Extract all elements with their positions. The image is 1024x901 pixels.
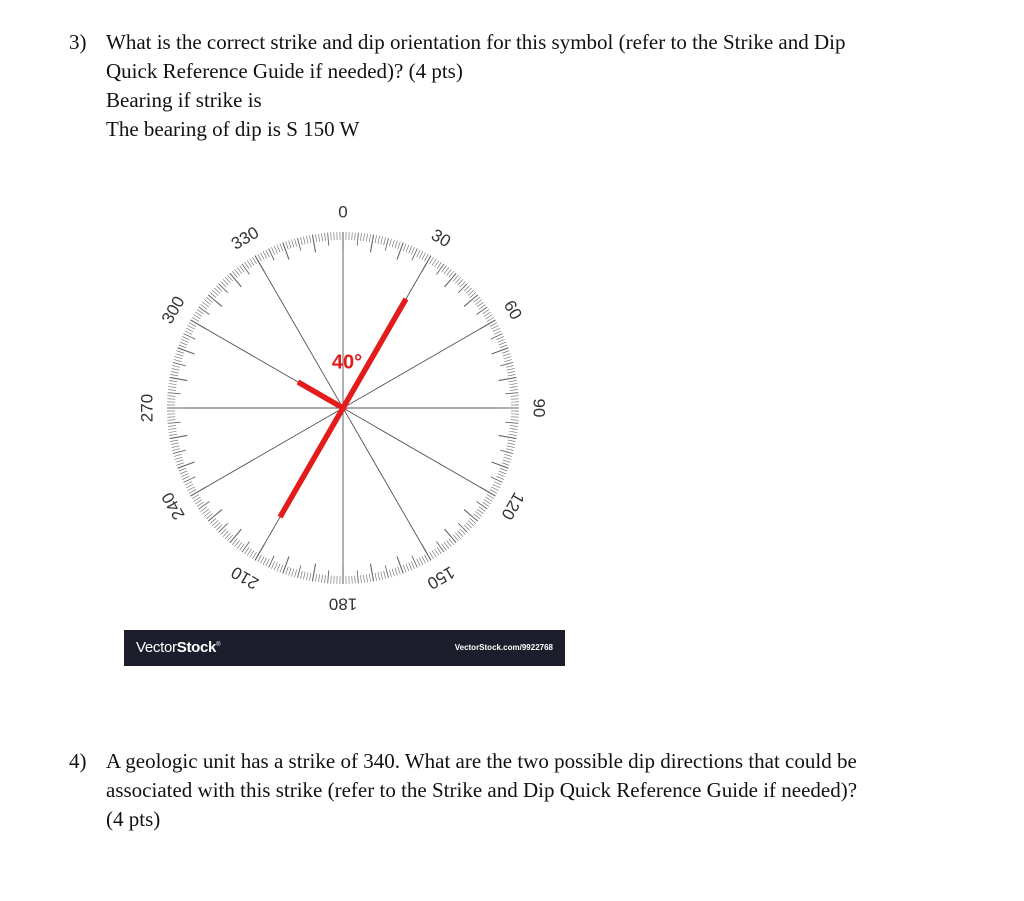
compass-tick <box>297 565 300 578</box>
compass-tick <box>504 457 512 459</box>
question-line: (4 pts) <box>106 807 161 831</box>
compass-tick <box>411 561 414 568</box>
compass-tick <box>271 247 274 254</box>
compass-tick <box>289 241 291 249</box>
compass-tick <box>180 471 187 474</box>
compass-tick <box>369 574 370 582</box>
compass-tick <box>511 420 519 421</box>
compass-tick <box>506 449 514 451</box>
compass-tick <box>375 573 377 581</box>
compass-tick <box>491 477 503 482</box>
compass-tick <box>174 359 182 361</box>
compass-tick <box>419 251 423 258</box>
compass-tick <box>500 362 513 365</box>
compass-tick <box>490 489 497 493</box>
compass-tick <box>417 559 421 566</box>
vectorstock-footer <box>124 630 565 666</box>
compass-tick <box>188 487 195 491</box>
compass-tick <box>509 380 517 381</box>
compass-tick <box>503 460 511 462</box>
compass-tick <box>171 443 179 445</box>
compass-tick <box>219 523 228 532</box>
compass-tick <box>309 573 311 581</box>
compass-tick <box>247 260 251 267</box>
question-line: Bearing if strike is <box>106 88 262 112</box>
compass-tick <box>183 477 195 482</box>
compass-tick <box>500 468 507 471</box>
compass-tick <box>312 235 315 253</box>
compass-tick <box>389 239 391 247</box>
compass-tick <box>252 257 256 264</box>
compass-tick <box>411 247 414 254</box>
compass-tick <box>271 561 274 568</box>
compass-tick <box>195 499 202 503</box>
compass-tick <box>263 251 267 258</box>
compass-tick <box>277 245 280 252</box>
compass-tick <box>173 450 186 453</box>
compass-tick <box>366 574 367 582</box>
compass-tick <box>173 362 186 365</box>
compass-tick <box>170 374 178 376</box>
compass-tick <box>322 575 323 583</box>
compass-tick <box>315 234 316 242</box>
compass-diagram <box>124 198 565 630</box>
compass-tick <box>176 354 184 356</box>
compass-tick <box>434 549 438 556</box>
bearing-label: 330 <box>227 222 263 254</box>
dip-angle-label: 40° <box>331 351 363 374</box>
compass-tick <box>508 440 516 442</box>
compass-tick <box>504 357 512 359</box>
compass-tick <box>484 312 491 316</box>
compass-tick <box>507 446 515 448</box>
compass-tick <box>375 235 377 243</box>
compass-tick <box>175 357 183 359</box>
compass-tick <box>188 325 195 329</box>
compass-tick <box>260 556 264 563</box>
compass-tick <box>477 501 488 508</box>
compass-tick <box>319 574 320 582</box>
compass-tick <box>182 336 189 339</box>
compass-tick <box>395 568 397 576</box>
compass-tick <box>392 569 394 577</box>
compass-tick <box>403 244 406 251</box>
compass-tick <box>417 250 421 257</box>
compass-tick <box>424 254 428 261</box>
compass-tick <box>412 248 417 260</box>
compass-tick <box>378 236 380 244</box>
compass-tick <box>325 575 326 583</box>
image-reference: VectorStock.com/9922768 <box>454 643 553 652</box>
compass-tick <box>498 339 505 342</box>
compass-tick <box>189 489 196 493</box>
compass-tick <box>490 323 497 327</box>
compass-tick <box>167 396 175 397</box>
compass-tick <box>167 420 175 421</box>
compass-tick <box>303 237 305 245</box>
compass-tick <box>398 567 401 575</box>
compass-tick <box>510 426 518 427</box>
compass-tick <box>500 345 507 348</box>
bearing-label: 210 <box>227 562 263 594</box>
compass-tick <box>422 253 426 260</box>
compass-tick <box>175 457 183 459</box>
compass-tick <box>194 315 201 319</box>
compass-tick <box>283 556 289 573</box>
bearing-label: 150 <box>423 562 459 594</box>
compass-tick <box>505 393 518 394</box>
compass-tick <box>172 365 180 367</box>
compass-tick <box>363 575 364 583</box>
compass-tick <box>277 564 280 571</box>
compass-tick <box>378 572 380 580</box>
compass-tick <box>169 384 177 385</box>
compass-tick <box>306 236 308 244</box>
compass-tick <box>183 334 195 339</box>
compass-tick <box>500 450 513 453</box>
compass-tick <box>177 351 185 354</box>
compass-tick <box>361 575 362 583</box>
compass-tick <box>192 495 199 499</box>
compass-tick <box>219 284 228 293</box>
compass-tick <box>511 396 519 397</box>
compass-tick <box>406 245 409 252</box>
compass-tick <box>179 468 186 471</box>
question-line: What is the correct strike and dip orientation for this symbol (refer to the Strike and Dip <box>106 30 846 54</box>
compass-tick <box>325 233 326 241</box>
compass-tick <box>403 565 406 572</box>
compass-tick <box>319 234 320 242</box>
compass-tick <box>180 342 187 345</box>
compass-tick <box>499 435 517 438</box>
compass-tick <box>168 426 176 427</box>
compass-tick <box>176 460 184 462</box>
compass-tick <box>289 568 291 576</box>
compass-tick <box>370 235 373 253</box>
compass-tick <box>242 264 249 275</box>
compass-tick <box>280 244 283 251</box>
compass-tick <box>491 334 503 339</box>
question-line: associated with this strike (refer to the Strike and Dip Quick Reference Guide if needed)? <box>106 778 858 802</box>
compass-tick <box>269 248 274 260</box>
compass-tick <box>361 233 362 241</box>
compass-tick <box>484 499 491 503</box>
compass-tick <box>499 377 517 380</box>
compass-tick <box>385 565 388 578</box>
compass-tick <box>502 463 510 466</box>
compass-tick <box>172 368 180 370</box>
compass-tick <box>509 434 517 435</box>
compass-tick <box>185 331 192 335</box>
compass-tick <box>369 234 370 242</box>
compass-tick <box>170 377 188 380</box>
compass-tick <box>496 476 503 479</box>
compass-tick <box>409 246 412 253</box>
compass-tick <box>192 317 199 321</box>
compass-tick <box>169 431 177 432</box>
compass-tick <box>355 232 356 240</box>
question-line: A geologic unit has a strike of 340. What are the two possible dip directions that could be <box>106 749 857 773</box>
compass-tick <box>328 570 329 583</box>
compass-tick <box>181 339 188 342</box>
compass-tick <box>436 264 443 275</box>
compass-tick <box>496 336 503 339</box>
compass-tick <box>303 572 305 580</box>
compass-tick <box>504 359 512 361</box>
question-line: The bearing of dip is S 150 W <box>106 117 360 141</box>
compass-tick <box>312 564 315 582</box>
compass-tick <box>178 348 195 354</box>
compass-tick <box>306 572 308 580</box>
compass-tick <box>502 351 510 354</box>
compass-tick <box>185 482 192 486</box>
compass-tick <box>170 440 178 442</box>
compass-tick <box>392 240 394 248</box>
compass-tick <box>274 246 277 253</box>
compass-tick <box>434 260 438 267</box>
compass-tick <box>503 354 511 356</box>
compass-tick <box>283 243 289 260</box>
compass-tick <box>412 556 417 568</box>
compass-tick <box>491 325 498 329</box>
compass-tick <box>397 556 403 573</box>
compass-tick <box>508 374 516 376</box>
compass-tick <box>510 428 518 429</box>
compass-tick <box>430 552 434 559</box>
dip-tick <box>298 382 343 408</box>
compass-tick <box>491 487 498 491</box>
compass-tick <box>499 471 506 474</box>
compass-tick <box>170 435 188 438</box>
compass-tick <box>174 454 182 456</box>
compass-tick <box>424 555 428 562</box>
compass-tick <box>422 556 426 563</box>
compass-tick <box>436 542 443 553</box>
compass-tick <box>397 243 403 260</box>
compass-tick <box>294 239 296 247</box>
bearing-label: 300 <box>157 292 189 328</box>
compass-tick <box>250 259 254 266</box>
compass-tick <box>280 565 283 572</box>
compass-tick <box>258 254 262 261</box>
compass-tick <box>169 380 177 381</box>
compass-tick <box>384 571 386 579</box>
compass-spoke <box>343 408 490 493</box>
compass-tick <box>432 550 436 557</box>
compass-tick <box>274 563 277 570</box>
compass-tick <box>250 550 254 557</box>
compass-figure <box>124 198 565 666</box>
compass-tick <box>509 384 517 385</box>
compass-tick <box>172 449 180 451</box>
compass-tick <box>355 576 356 584</box>
compass-tick <box>199 501 210 508</box>
compass-tick <box>487 495 494 499</box>
compass-tick <box>506 365 514 367</box>
compass-tick <box>194 497 201 501</box>
compass-tick <box>199 307 210 314</box>
compass-tick <box>242 542 249 553</box>
compass-tick <box>385 238 388 251</box>
compass-tick <box>171 371 179 373</box>
compass-tick <box>300 571 302 579</box>
bearing-label: 0 <box>338 202 348 222</box>
compass-tick <box>493 328 500 332</box>
compass-tick <box>195 312 202 316</box>
compass-tick <box>292 240 294 248</box>
compass-tick <box>458 284 467 293</box>
compass-tick <box>510 390 518 391</box>
compass-tick <box>179 345 186 348</box>
compass-tick <box>182 476 189 479</box>
compass-tick <box>263 558 267 565</box>
bearing-label: 120 <box>497 488 529 524</box>
question-text <box>106 28 845 144</box>
bearing-label: 180 <box>328 594 358 614</box>
compass-tick <box>395 241 397 249</box>
symbol-center <box>340 405 347 412</box>
compass-tick <box>168 422 181 423</box>
compass-tick <box>507 368 515 370</box>
question-number: 4) <box>69 749 87 773</box>
compass-tick <box>286 242 289 250</box>
question-line: Quick Reference Guide if needed)? (4 pts) <box>106 59 463 83</box>
compass-tick <box>172 446 180 448</box>
compass-tick <box>381 237 383 245</box>
compass-tick <box>168 428 176 429</box>
compass-tick <box>384 237 386 245</box>
compass-tick <box>509 431 517 432</box>
compass-tick <box>363 233 364 241</box>
bearing-label: 270 <box>137 393 157 423</box>
compass-tick <box>178 462 195 468</box>
compass-tick <box>260 253 264 260</box>
question-number: 3) <box>69 30 87 54</box>
compass-tick <box>494 482 501 486</box>
compass-tick <box>247 549 251 556</box>
compass-tick <box>331 232 332 240</box>
compass-tick <box>186 484 193 488</box>
compass-tick <box>507 371 515 373</box>
compass-tick <box>322 233 323 241</box>
compass-tick <box>406 564 409 571</box>
compass-tick <box>189 323 196 327</box>
compass-tick <box>357 233 358 246</box>
compass-tick <box>491 462 508 468</box>
compass-tick <box>370 564 373 582</box>
compass-tick <box>309 235 311 243</box>
compass-tick <box>186 328 193 332</box>
compass-tick <box>477 307 488 314</box>
vectorstock-logo: VectorStock® <box>136 639 221 656</box>
compass-tick <box>409 563 412 570</box>
compass-tick <box>168 390 176 391</box>
compass-tick <box>331 576 332 584</box>
compass-tick <box>169 434 177 435</box>
compass-tick <box>357 570 358 583</box>
compass-tick <box>510 387 518 388</box>
compass-tick <box>485 315 492 319</box>
compass-tick <box>499 342 506 345</box>
compass-tick <box>430 257 434 264</box>
compass-spoke <box>343 408 428 555</box>
compass-tick <box>366 234 367 242</box>
compass-tick <box>177 463 185 466</box>
compass-tick <box>432 259 436 266</box>
compass-tick <box>487 317 494 321</box>
compass-tick <box>504 454 512 456</box>
compass-tick <box>315 574 316 582</box>
compass-tick <box>297 238 300 251</box>
compass-tick <box>328 233 329 246</box>
compass-tick <box>294 569 296 577</box>
compass-tick <box>485 497 492 501</box>
compass-tick <box>458 523 467 532</box>
compass-tick <box>266 250 270 257</box>
compass-tick <box>381 572 383 580</box>
compass-tick <box>181 474 188 477</box>
compass-tick <box>258 555 262 562</box>
compass-tick <box>266 559 270 566</box>
compass-tick <box>398 242 401 250</box>
bearing-label: 60 <box>499 297 526 323</box>
bearing-label: 90 <box>529 398 549 418</box>
compass-tick <box>269 556 274 568</box>
compass-tick <box>168 393 181 394</box>
compass-tick <box>419 558 423 565</box>
compass-tick <box>507 443 515 445</box>
compass-tick <box>493 484 500 488</box>
question-text <box>106 747 857 834</box>
compass-tick <box>491 348 508 354</box>
compass-tick <box>494 331 501 335</box>
compass-tick <box>300 237 302 245</box>
compass-tick <box>252 552 256 559</box>
compass-tick <box>286 567 289 575</box>
compass-tick <box>505 422 518 423</box>
bearing-label: 240 <box>157 488 189 524</box>
compass-tick <box>498 474 505 477</box>
bearing-label: 30 <box>428 225 454 252</box>
compass-tick <box>168 387 176 388</box>
compass-tick <box>292 569 294 577</box>
compass-tick <box>389 569 391 577</box>
